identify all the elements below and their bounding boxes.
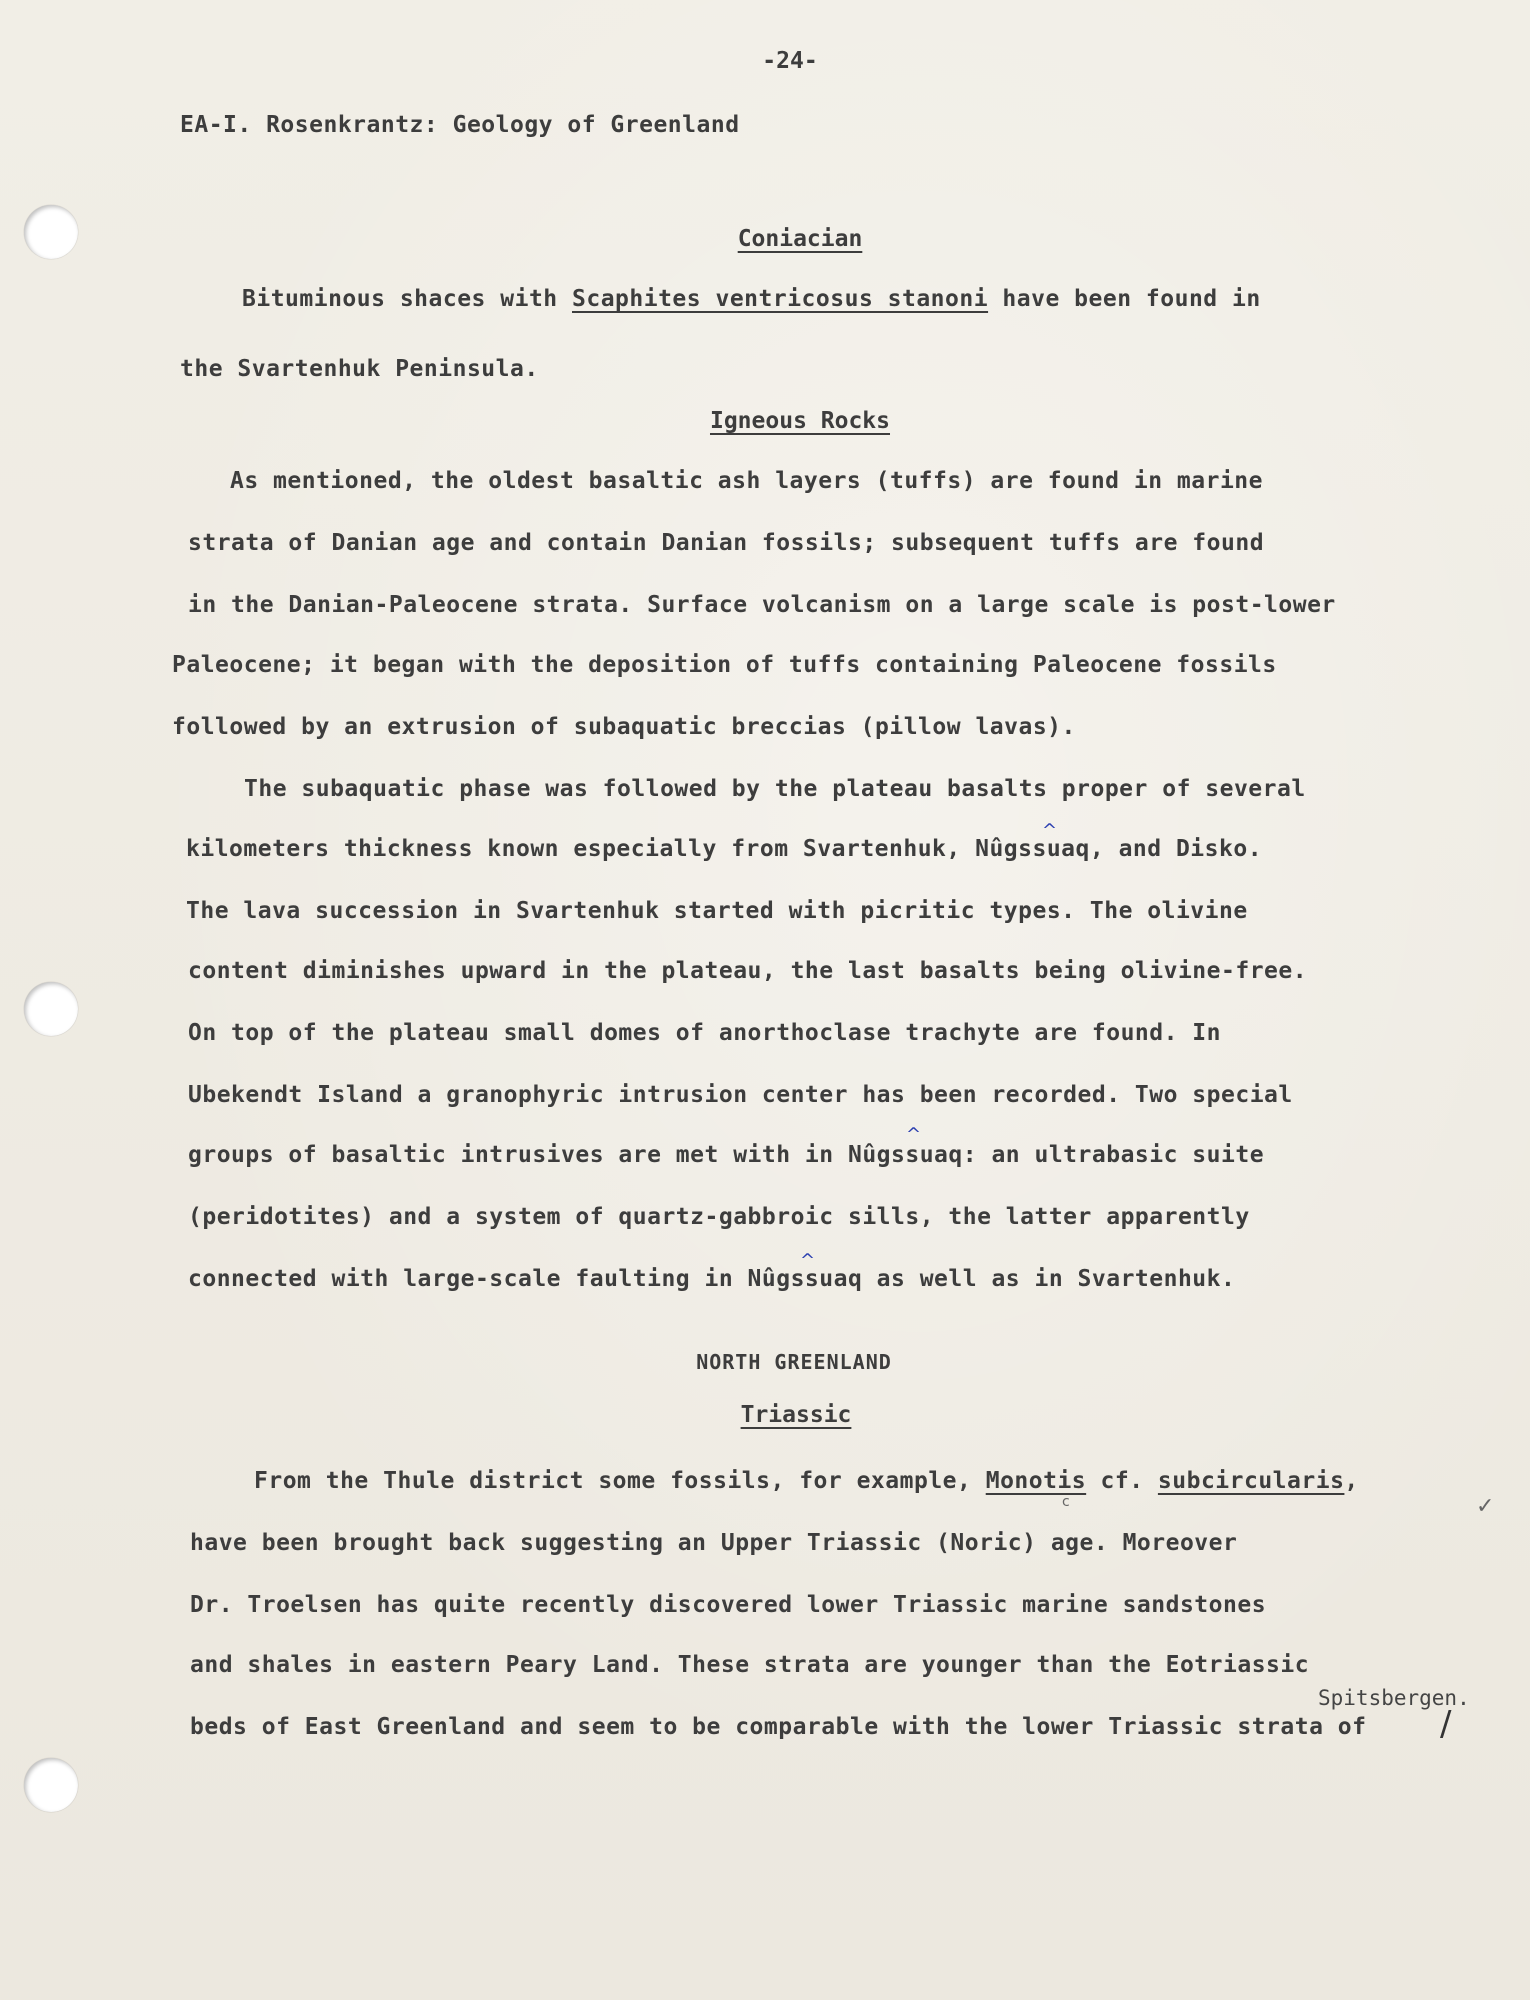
coniacian-paragraph-line: the Svartenhuk Peninsula. xyxy=(180,356,539,382)
paragraph-line: On top of the plateau small domes of anorthoclase trachyte are found. In xyxy=(188,1020,1221,1046)
coniacian-paragraph-line: Bituminous shaces with Scaphites ventricosus stanoni have been found in xyxy=(242,286,1261,312)
paragraph-line: Ubekendt Island a granophyric intrusion center has been recorded. Two special xyxy=(188,1082,1293,1108)
paragraph-line: content diminishes upward in the plateau, the last basalts being olivine-free. xyxy=(188,958,1308,984)
handwritten-correction: c xyxy=(1062,1494,1070,1510)
paragraph-line: groups of basaltic intrusives are met with in Nûgssuaq: an ultrabasic suite xyxy=(188,1142,1265,1168)
margin-check-mark: ✓ xyxy=(1476,1494,1495,1519)
section-heading-coniacian: Coniacian xyxy=(737,226,863,252)
paragraph-line: The subaquatic phase was followed by the plateau basalts proper of several xyxy=(244,776,1306,802)
species-name: Scaphites ventricosus stanoni xyxy=(572,286,989,312)
handwritten-caret-mark: ^ xyxy=(1042,820,1058,841)
paragraph-line: As mentioned, the oldest basaltic ash layers (tuffs) are found in marine xyxy=(230,468,1263,494)
triassic-paragraph-line: Dr. Troelsen has quite recently discovered lower Triassic marine sandstones xyxy=(190,1592,1267,1618)
paragraph-line: (peridotites) and a system of quartz-gabbroic sills, the latter apparently xyxy=(188,1204,1250,1230)
species-name: subcircularis xyxy=(1157,1468,1345,1494)
paragraph-line: connected with large-scale faulting in Nûgssuaq as well as in Svartenhuk. xyxy=(188,1266,1236,1292)
punch-hole xyxy=(24,982,78,1036)
paragraph-line: strata of Danian age and contain Danian fossils; subsequent tuffs are found xyxy=(188,530,1265,556)
page-number: -24- xyxy=(762,48,818,74)
paragraph-line: The lava succession in Svartenhuk started with picritic types. The olivine xyxy=(186,898,1248,924)
paragraph-line: Paleocene; it began with the deposition of tuffs containing Paleocene fossils xyxy=(172,652,1277,678)
triassic-paragraph-line: From the Thule district some fossils, for example, Monotis cf. subcircularis, xyxy=(254,1468,1359,1494)
punch-hole xyxy=(24,205,78,259)
triassic-paragraph-line: and shales in eastern Peary Land. These strata are younger than the Eotriassic xyxy=(190,1652,1310,1678)
section-heading-igneous-rocks: Igneous Rocks xyxy=(709,408,891,434)
handwritten-caret-mark: ^ xyxy=(906,1124,922,1145)
insertion-slash-mark: / xyxy=(1440,1704,1452,1744)
running-title: EA-I. Rosenkrantz: Geology of Greenland xyxy=(180,112,740,138)
paragraph-line: in the Danian-Paleocene strata. Surface volcanism on a large scale is post-lower xyxy=(188,592,1336,618)
section-subheading-triassic: Triassic xyxy=(740,1402,852,1428)
triassic-paragraph-line: beds of East Greenland and seem to be comparable with the lower Triassic strata of xyxy=(190,1714,1367,1740)
paragraph-line: kilometers thickness known especially from Svartenhuk, Nûgssuaq, and Disko. xyxy=(186,836,1263,862)
genus-name: Monotis xyxy=(985,1468,1087,1494)
section-heading-north-greenland: NORTH GREENLAND xyxy=(696,1350,892,1374)
paragraph-line: followed by an extrusion of subaquatic breccias (pillow lavas). xyxy=(172,714,1076,740)
handwritten-caret-mark: ^ xyxy=(800,1250,816,1271)
punch-hole xyxy=(24,1758,78,1812)
handwritten-insertion: Spitsbergen. xyxy=(1318,1686,1470,1710)
triassic-paragraph-line: have been brought back suggesting an Upper Triassic (Noric) age. Moreover xyxy=(190,1530,1238,1556)
